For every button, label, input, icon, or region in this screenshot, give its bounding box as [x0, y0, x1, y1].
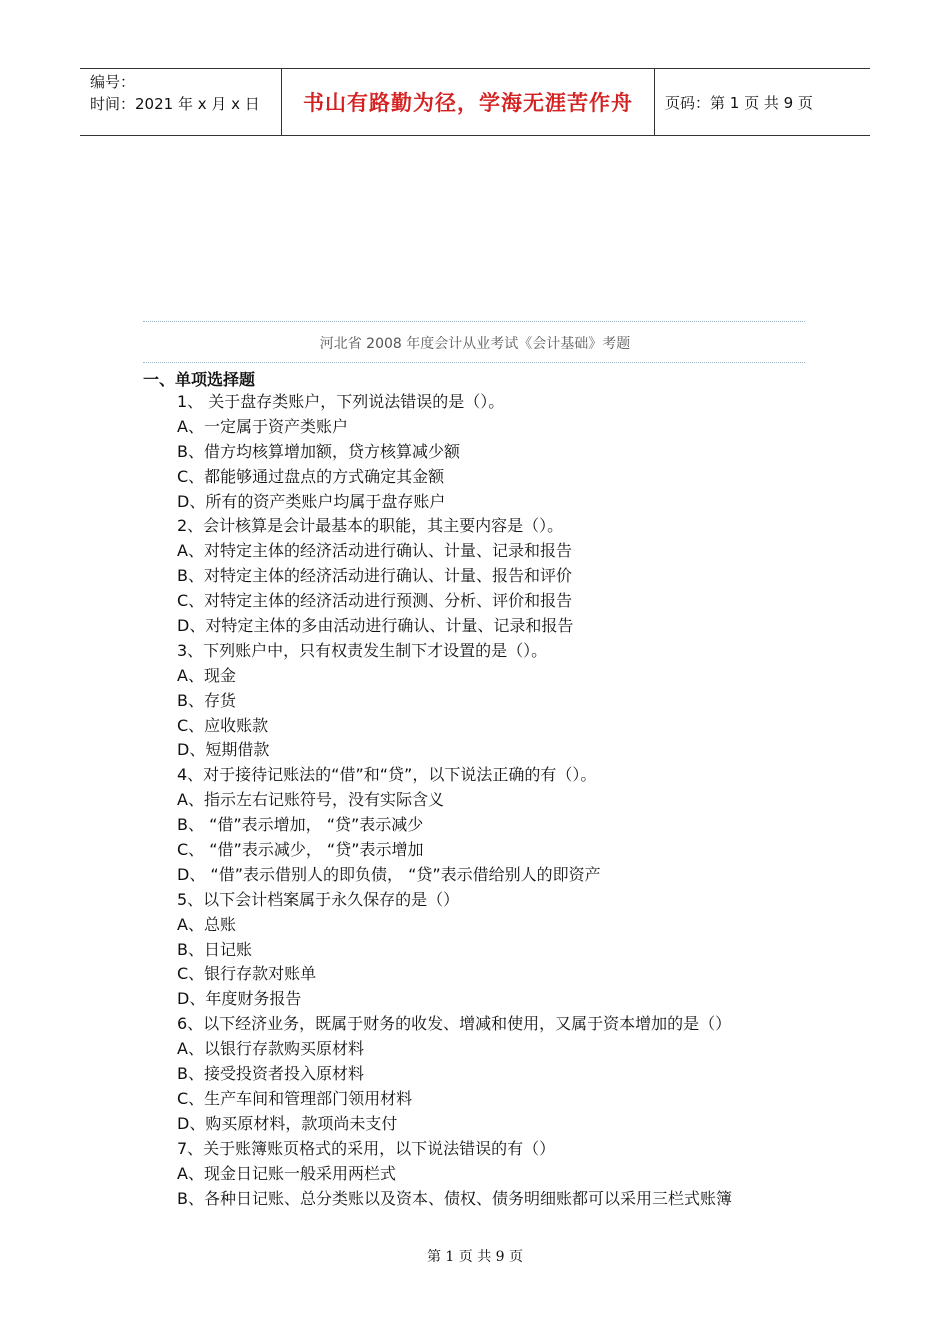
section-title: 一、单项选择题: [143, 370, 256, 389]
answer-option: C、银行存款对账单: [177, 964, 317, 984]
document-title: 河北省 2008 年度会计从业考试《会计基础》考题: [319, 336, 631, 352]
answer-option: D、年度财务报告: [177, 989, 302, 1009]
answer-option: A、指示左右记账符号，没有实际含义: [177, 790, 444, 810]
header-left-cell: [80, 69, 282, 135]
top-dotted-divider: [143, 321, 805, 322]
question-list: [177, 390, 732, 1211]
answer-option: D、短期借款: [177, 740, 270, 760]
time-label: 时间：2021 年 x 月 x 日: [90, 95, 260, 113]
question-item: 5、以下会计档案属于永久保存的是（）: [177, 889, 460, 909]
answer-option: C、应收账款: [177, 715, 269, 735]
question-item: 6、以下经济业务，既属于财务的收发、增减和使用，又属于资本增加的是（）: [177, 1014, 732, 1034]
answer-option: B、接受投资者投入原材料: [177, 1064, 364, 1084]
answer-option: D、所有的资产类账户均属于盘存账户: [177, 491, 446, 511]
page-footer: 第 1 页 共 9 页: [426, 1249, 524, 1265]
question-item: 4、对于接待记账法的“借”和“贷”，以下说法正确的有（）。: [177, 765, 597, 785]
answer-option: B、借方均核算增加额，贷方核算减少额: [177, 441, 460, 461]
answer-option: A、一定属于资产类账户: [177, 416, 348, 436]
answer-option: B、存货: [177, 690, 236, 710]
answer-option: D、购买原材料，款项尚未支付: [177, 1113, 398, 1133]
answer-option: A、对特定主体的经济活动进行确认、计量、记录和报告: [177, 541, 572, 561]
answer-option: C、 “借”表示减少， “贷”表示增加: [177, 840, 424, 860]
answer-option: B、 “借”表示增加， “贷”表示减少: [177, 815, 424, 835]
number-label: 编号：: [90, 73, 136, 91]
header-right-cell: [655, 69, 870, 135]
answer-option: C、都能够通过盘点的方式确定其金额: [177, 466, 445, 486]
bottom-dotted-divider: [143, 362, 805, 363]
question-item: 1、 关于盘存类账户，下列说法错误的是（）。: [177, 392, 505, 411]
answer-option: A、总账: [177, 914, 236, 934]
answer-option: A、现金日记账一般采用两栏式: [177, 1163, 396, 1183]
answer-option: B、各种日记账、总分类账以及资本、债权、债务明细账都可以采用三栏式账簿: [177, 1188, 732, 1208]
page-header: [80, 68, 870, 136]
header-middle-cell: [282, 69, 655, 135]
answer-option: B、对特定主体的经济活动进行确认、计量、报告和评价: [177, 566, 572, 586]
answer-option: C、生产车间和管理部门领用材料: [177, 1088, 413, 1108]
answer-option: B、日记账: [177, 939, 252, 959]
answer-option: D、对特定主体的多由活动进行确认、计量、记录和报告: [177, 616, 574, 636]
question-item: 3、下列账户中，只有权责发生制下才设置的是（）。: [177, 640, 548, 660]
question-item: 7、关于账簿账页格式的采用，以下说法错误的有（）: [177, 1138, 556, 1158]
answer-option: D、 “借”表示借别人的即负债， “贷”表示借给别人的即资产: [177, 864, 601, 884]
question-item: 2、会计核算是会计最基本的职能，其主要内容是（）。: [177, 516, 564, 536]
page-info: 页码：第 1 页 共 9 页: [665, 93, 813, 112]
answer-option: A、现金: [177, 665, 236, 685]
answer-option: A、以银行存款购买原材料: [177, 1039, 364, 1059]
motto-text: 书山有路勤为径，学海无涯苦作舟: [303, 90, 633, 115]
answer-option: C、对特定主体的经济活动进行预测、分析、评价和报告: [177, 591, 573, 611]
